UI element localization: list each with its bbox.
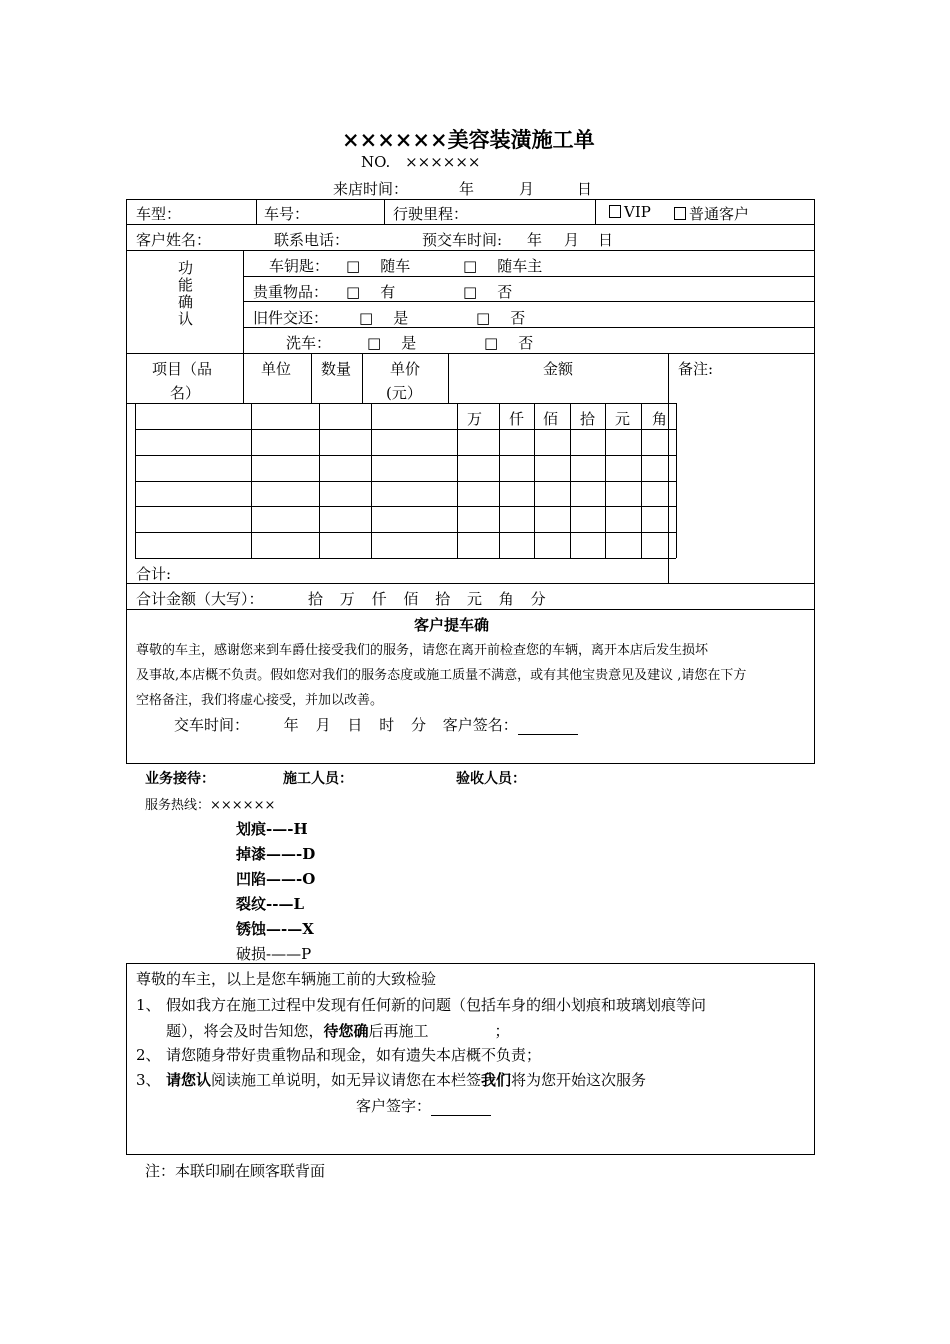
mileage-label: 行驶里程： <box>393 205 469 223</box>
amount-unit: 元 <box>615 410 631 428</box>
customer-sign-label: 客户签字： <box>356 1097 432 1115</box>
car-wash-option-no[interactable] <box>484 332 533 353</box>
option-label: 随车 <box>380 257 411 275</box>
grid-line <box>362 353 363 403</box>
checkbox-icon: □ <box>463 257 478 275</box>
grid-line <box>595 199 596 224</box>
normal-customer-label: 普通客户 <box>689 205 750 223</box>
car-key-option-with-owner[interactable] <box>463 255 542 276</box>
customer-confirm-line1: 尊敬的车主，感谢您来到车爵仕接受我们的服务，请您在离开前检查您的车辆，离开本店后发生损坏 <box>136 643 709 658</box>
old-parts-option-yes[interactable] <box>359 307 408 328</box>
text-segment: 阅读施工单说明，如无异议请您在本栏签 <box>211 1071 482 1089</box>
grid-line <box>126 558 127 609</box>
upper-unit: 拾 <box>435 590 451 608</box>
grid-line <box>570 403 571 558</box>
grid-line <box>814 199 815 609</box>
col-item-header-line1: 项目（品 <box>152 360 213 378</box>
col-qty-header: 数量 <box>321 360 352 378</box>
legend-crack: 裂纹--—L <box>236 895 304 913</box>
grid-line <box>457 403 458 558</box>
grid-line <box>135 403 136 558</box>
col-price-header-line1: 单价 <box>390 360 421 378</box>
car-wash-option-yes[interactable] <box>367 332 416 353</box>
label-char: 认 <box>178 310 194 328</box>
amount-unit: 仟 <box>509 410 525 428</box>
form-title: ××××××美容装潢施工单 <box>342 127 595 152</box>
col-remark-header: 备注: <box>678 360 714 378</box>
grid-line <box>135 506 676 507</box>
handover-year: 年 <box>283 716 299 734</box>
option-label: 否 <box>518 334 534 352</box>
checkbox-icon: □ <box>346 257 361 275</box>
option-label: 随车主 <box>497 257 543 275</box>
amount-unit: 角 <box>652 410 668 428</box>
delivery-year: 年 <box>527 231 543 249</box>
text-segment: ； <box>494 1022 510 1040</box>
checkbox-icon: □ <box>484 334 499 352</box>
grid-line <box>641 403 642 558</box>
valuables-option-no[interactable] <box>463 281 512 302</box>
footnote: 注：本联印刷在顾客联背面 <box>145 1162 326 1180</box>
grid-line <box>243 301 815 302</box>
notice-sign-row <box>356 1095 491 1116</box>
customer-confirm-line2: 及事故,本店概不负责。假如您对我们的服务态度或施工质量不满意，或有其他宝贵意见及建议 ,请您在下方 <box>136 668 747 683</box>
arrival-time-label: 来店时间： <box>333 180 409 198</box>
upper-unit: 万 <box>339 590 355 608</box>
total-upper-label: 合计金额（大写）： <box>136 590 264 608</box>
old-parts-label: 旧件交还： <box>253 309 329 327</box>
upper-unit: 元 <box>466 590 482 608</box>
grid-line <box>499 403 500 558</box>
reception-label: 业务接待： <box>145 771 215 787</box>
grid-line <box>243 327 815 328</box>
notice-item3 <box>166 1069 646 1090</box>
total-upper-units <box>308 588 546 609</box>
upper-unit: 角 <box>498 590 514 608</box>
notice-item2: 请您随身带好贵重物品和现金，如有遗失本店概不负责； <box>166 1046 542 1064</box>
legend-dent: 凹陷——-O <box>236 870 316 888</box>
grid-line <box>126 199 815 200</box>
label-char: 功 <box>178 259 194 277</box>
handover-day: 日 <box>347 716 363 734</box>
customer-sign-label: 客户签名： <box>442 716 518 734</box>
grid-line <box>676 403 677 558</box>
handover-label: 交车时间： <box>174 716 250 734</box>
delivery-time-label: 预交车时间: <box>422 231 503 249</box>
legend-scratch: 划痕-—-H <box>236 820 308 838</box>
service-hotline: 服务热线：×××××× <box>145 798 276 813</box>
grid-line <box>448 353 449 403</box>
legend-paint-loss: 掉漆——-D <box>236 845 316 863</box>
text-segment: 我们 <box>481 1071 512 1089</box>
legend-damage: 破损-——P <box>236 945 312 963</box>
grid-line <box>605 403 606 558</box>
amount-unit: 万 <box>467 410 483 428</box>
col-unit-header: 单位 <box>261 360 292 378</box>
option-label: 否 <box>497 283 513 301</box>
option-label: 有 <box>380 283 396 301</box>
text-segment: 将为您开始这次服务 <box>511 1071 647 1089</box>
notice-item1-line2 <box>166 1020 510 1041</box>
grid-line <box>135 558 676 559</box>
car-model-label: 车型： <box>136 205 182 223</box>
checkbox-icon: □ <box>359 309 374 327</box>
customer-confirm-line3: 空格备注，我们将虚心接受，并加以改善。 <box>136 693 384 708</box>
customer-signature-line[interactable] <box>518 720 578 735</box>
option-label: 是 <box>401 334 417 352</box>
valuables-label: 贵重物品： <box>253 283 329 301</box>
grid-line <box>135 481 676 482</box>
grid-line <box>371 403 372 558</box>
function-confirm-label <box>178 260 193 328</box>
notice-intro: 尊敬的车主，以上是您车辆施工前的大致检验 <box>136 970 437 988</box>
handover-minute: 分 <box>410 716 426 734</box>
grid-line <box>126 224 815 225</box>
grid-line <box>126 250 815 251</box>
legend-rust: 锈蚀—-—X <box>236 920 314 938</box>
grid-line <box>135 403 676 404</box>
text-segment: 题），将会及时告知您， <box>166 1022 324 1040</box>
label-char: 确 <box>178 293 194 311</box>
form-number <box>361 153 481 171</box>
col-price-header-line2: (元） <box>386 384 422 402</box>
inspector-label: 验收人员： <box>456 771 526 787</box>
car-key-option-with-car[interactable] <box>346 255 410 276</box>
grid-line <box>135 532 676 533</box>
car-wash-label: 洗车： <box>286 334 332 352</box>
car-key-label: 车钥匙： <box>269 257 330 275</box>
col-item-header-line2: 名） <box>170 384 201 402</box>
col-amount-header: 金额 <box>543 360 574 378</box>
text-segment: 请您认 <box>166 1071 212 1089</box>
amount-unit: 拾 <box>580 410 596 428</box>
checkbox-icon <box>609 205 621 218</box>
handover-month: 月 <box>315 716 331 734</box>
checkbox-icon: □ <box>367 334 382 352</box>
checkbox-icon <box>674 207 686 220</box>
notice-item1-number: 1、 <box>136 996 161 1014</box>
arrival-month: 月 <box>519 180 535 198</box>
upper-unit: 拾 <box>308 590 324 608</box>
grid-line <box>311 353 312 403</box>
notice-item1-line1: 假如我方在施工过程中发现有任何新的问题（包括车身的细小划痕和玻璃划痕等问 <box>166 996 707 1014</box>
customer-name-label: 客户姓名： <box>136 231 212 249</box>
vip-label: VIP <box>624 203 651 221</box>
phone-label: 联系电话： <box>274 231 350 249</box>
upper-unit: 佰 <box>403 590 419 608</box>
notice-item2-number: 2、 <box>136 1046 161 1064</box>
delivery-day: 日 <box>598 231 614 249</box>
grid-line <box>135 455 676 456</box>
no-label: NO. <box>361 153 391 171</box>
grid-line <box>126 199 127 604</box>
grid-line <box>384 199 385 224</box>
option-label: 否 <box>510 309 526 327</box>
grid-line <box>251 403 252 558</box>
amount-unit: 佰 <box>543 410 559 428</box>
grid-line <box>135 429 676 430</box>
normal-customer-checkbox[interactable] <box>674 203 749 224</box>
handover-hour: 时 <box>379 716 395 734</box>
label-char: 能 <box>178 276 194 294</box>
valuables-option-yes[interactable] <box>346 281 395 302</box>
worker-label: 施工人员： <box>283 771 353 787</box>
text-segment: 待您确 <box>323 1022 369 1040</box>
checkbox-icon: □ <box>346 283 361 301</box>
grid-line <box>256 199 257 224</box>
handover-time-row <box>174 714 578 735</box>
option-label: 是 <box>393 309 409 327</box>
no-value: ×××××× <box>405 153 481 171</box>
grid-line <box>126 353 815 354</box>
total-label: 合计: <box>136 565 172 583</box>
checkbox-icon: □ <box>463 283 478 301</box>
plate-number-label: 车号： <box>264 205 310 223</box>
old-parts-option-no[interactable] <box>476 307 525 328</box>
customer-confirm-title: 客户提车确 <box>414 616 490 634</box>
upper-unit: 仟 <box>371 590 387 608</box>
arrival-year: 年 <box>459 180 475 198</box>
grid-line <box>668 353 669 583</box>
grid-line <box>243 250 244 403</box>
grid-line <box>319 403 320 558</box>
grid-line <box>534 403 535 558</box>
upper-unit: 分 <box>530 590 546 608</box>
customer-signature-line[interactable] <box>431 1101 491 1116</box>
arrival-day: 日 <box>577 180 593 198</box>
grid-line <box>126 583 815 584</box>
checkbox-icon: □ <box>476 309 491 327</box>
notice-item3-number: 3、 <box>136 1071 161 1089</box>
text-segment: 后再施工 <box>368 1022 429 1040</box>
vip-checkbox[interactable] <box>609 203 651 221</box>
delivery-month: 月 <box>564 231 580 249</box>
grid-line <box>243 276 815 277</box>
